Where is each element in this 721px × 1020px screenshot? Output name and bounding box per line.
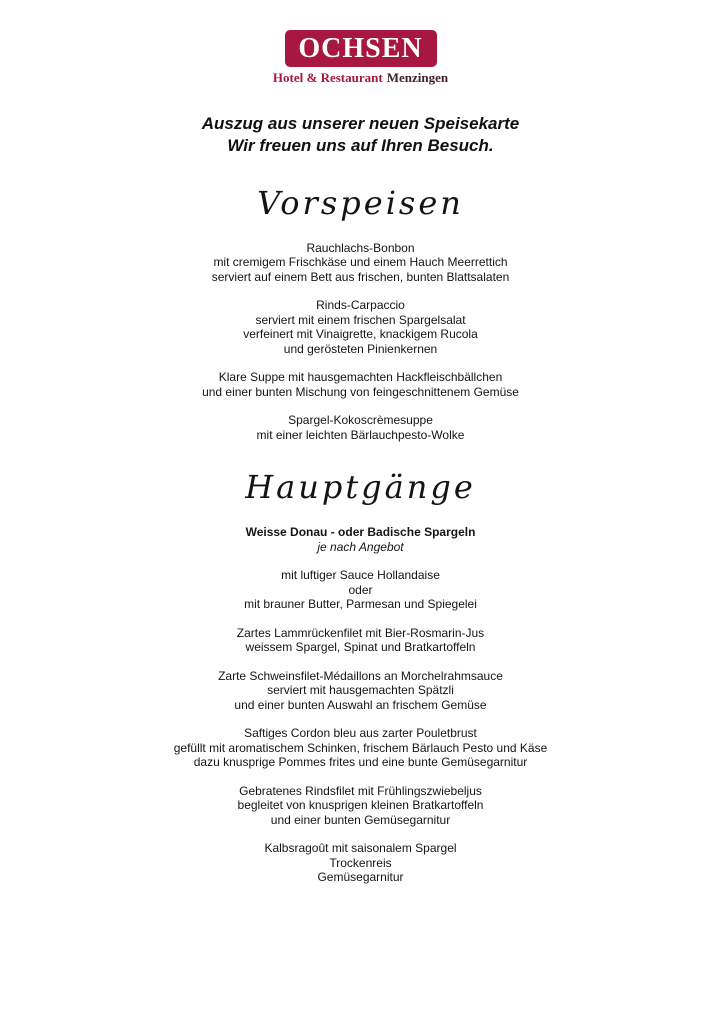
section-title-vorspeisen: Vorspeisen [257, 183, 464, 222]
menu-item [0, 413, 721, 442]
menu-line: weissem Spargel, Spinat und Bratkartoffeln [245, 640, 476, 655]
intro-headline [0, 113, 721, 158]
menu-item [0, 841, 721, 885]
menu-line: Zartes Lammrückenfilet mit Bier-Rosmarin-Jus [236, 625, 485, 640]
logo-text: OCHSEN [298, 32, 423, 64]
section-title-hauptgaenge: Hauptgänge [245, 468, 476, 507]
menu-item [0, 298, 721, 356]
menu-line: mit einer leichten Bärlauchpesto-Wolke [256, 427, 465, 442]
menu-line: Trockenreis [329, 855, 392, 870]
menu-line: mit cremigem Frischkäse und einem Hauch Meerrettich [213, 255, 508, 270]
menu-item [0, 241, 721, 285]
menu-line: Kalbsragoût mit saisonalem Spargel [264, 841, 457, 856]
menu-line: und einer bunten Gemüsegarnitur [270, 812, 451, 827]
menu-line: Gebratenes Rindsfilet mit Frühlingszwiebeljus [239, 783, 482, 798]
menu-item [0, 370, 721, 399]
menu-line: Rauchlachs-Bonbon [306, 240, 415, 255]
tagline-place: Menzingen [386, 70, 449, 85]
menu-section-vorspeisen [0, 184, 721, 443]
menu-line: und gerösteten Pinienkernen [283, 341, 438, 356]
menu-line: mit brauner Butter, Parmesan und Spiegelei [244, 597, 477, 612]
menu-item [0, 726, 721, 770]
tagline-hotel-restaurant: Hotel & Restaurant [272, 70, 383, 85]
menu-line: Spargel-Kokoscrèmesuppe [288, 413, 433, 428]
menu-item [0, 626, 721, 655]
menu-item [0, 669, 721, 713]
menu-line: Weisse Donau - oder Badische Spargeln [245, 525, 476, 540]
menu-line: begleitet von knusprigen kleinen Bratkartoffeln [237, 798, 484, 813]
menu-section-hauptgaenge [0, 468, 721, 885]
menu-line: und einer bunten Auswahl an frischem Gemüse [234, 697, 487, 712]
menu-line: Klare Suppe mit hausgemachten Hackfleischbällchen [218, 370, 503, 385]
logo-wordmark [285, 30, 437, 67]
menu-line: verfeinert mit Vinaigrette, knackigem Rucola [243, 327, 478, 342]
menu-line: serviert auf einem Bett aus frischen, bunten Blattsalaten [211, 269, 510, 284]
logo-tagline [273, 70, 448, 86]
menu-line: Zarte Schweinsfilet-Médaillons an Morchelrahmsauce [218, 668, 503, 683]
intro-line-1: Auszug aus unserer neuen Speisekarte [201, 114, 520, 133]
menu-line: je nach Angebot [317, 539, 404, 554]
menu-item [0, 525, 721, 554]
menu-line: mit luftiger Sauce Hollandaise [281, 568, 440, 583]
menu-sections [0, 184, 721, 885]
restaurant-logo [273, 30, 448, 86]
intro-line-2: Wir freuen uns auf Ihren Besuch. [227, 136, 494, 156]
menu-line: oder [348, 582, 373, 597]
menu-line: Rinds-Carpaccio [316, 298, 405, 313]
menu-line: und einer bunten Mischung von feingeschnittenem Gemüse [202, 384, 519, 399]
menu-item [0, 568, 721, 612]
menu-line: gefüllt mit aromatischem Schinken, frischem Bärlauch Pesto und Käse [173, 740, 548, 755]
menu-line: Gemüsegarnitur [317, 870, 404, 885]
menu-line: dazu knusprige Pommes frites und eine bunte Gemüsegarnitur [193, 755, 528, 770]
menu-line: Saftiges Cordon bleu aus zarter Pouletbrust [244, 726, 477, 741]
menu-line: serviert mit einem frischen Spargelsalat [255, 312, 466, 327]
menu-line: serviert mit hausgemachten Spätzli [267, 683, 454, 698]
menu-item [0, 784, 721, 828]
